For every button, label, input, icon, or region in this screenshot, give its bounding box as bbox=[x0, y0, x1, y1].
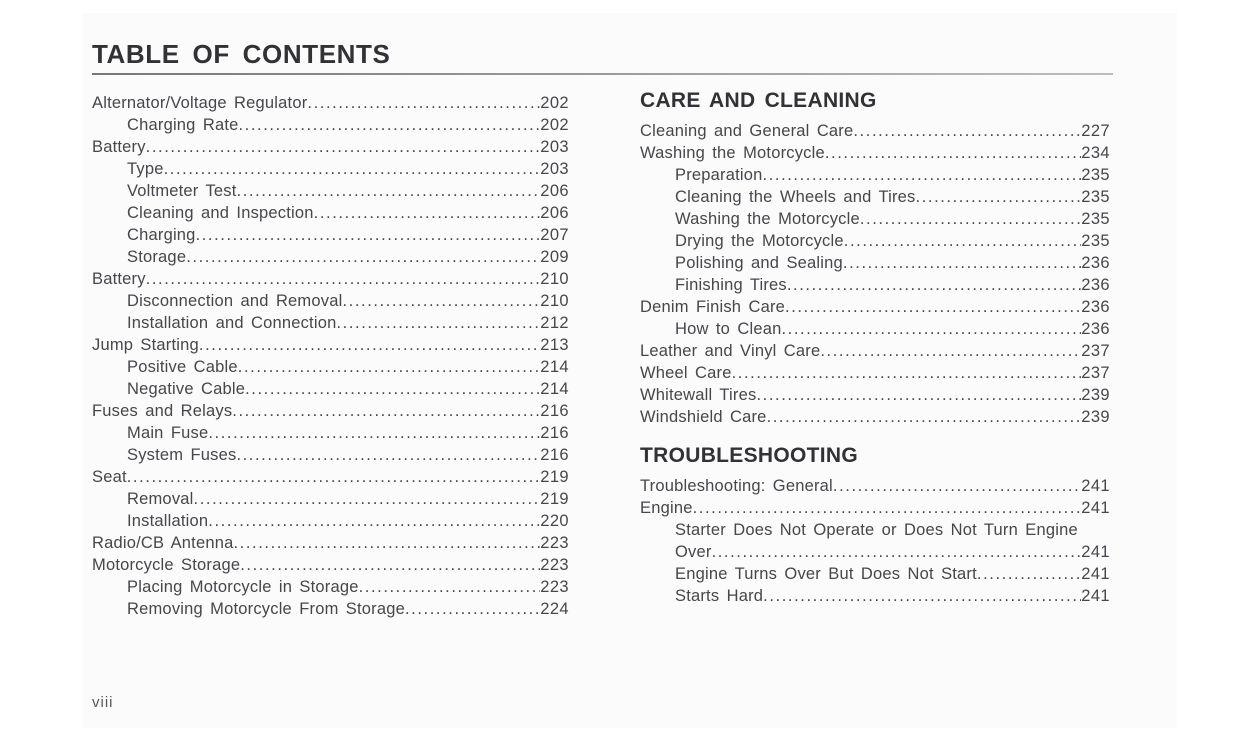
dot-leader bbox=[785, 296, 1081, 318]
toc-entry-label: Windshield Care bbox=[640, 408, 767, 426]
dot-leader bbox=[146, 136, 541, 158]
section-heading: TROUBLESHOOTING bbox=[640, 444, 858, 467]
section-heading: CARE AND CLEANING bbox=[640, 89, 877, 112]
toc-entry-label: Leather and Vinyl Care bbox=[640, 342, 821, 360]
toc-entry bbox=[640, 519, 1110, 541]
toc-entry-page: 203 bbox=[540, 138, 569, 156]
toc-entry-page: 241 bbox=[1081, 477, 1110, 495]
dot-leader bbox=[763, 164, 1082, 186]
dot-leader bbox=[787, 274, 1081, 296]
toc-entry-page: 236 bbox=[1081, 276, 1110, 294]
toc-entry bbox=[640, 208, 1110, 230]
dot-leader bbox=[194, 488, 541, 510]
dot-leader bbox=[196, 224, 541, 246]
toc-entry-label: Placing Motorcycle in Storage bbox=[127, 578, 359, 596]
toc-entry-page: 237 bbox=[1081, 342, 1110, 360]
title-rule bbox=[92, 73, 1113, 75]
toc-entry-label: Type bbox=[127, 160, 164, 178]
toc-entry bbox=[92, 576, 569, 598]
toc-entry bbox=[640, 384, 1110, 406]
toc-entry bbox=[640, 362, 1110, 384]
toc-entry bbox=[92, 378, 569, 400]
toc-entry bbox=[640, 406, 1110, 428]
dot-leader bbox=[833, 475, 1081, 497]
toc-entry-page: 239 bbox=[1081, 386, 1110, 404]
dot-leader bbox=[240, 554, 540, 576]
page-title: TABLE OF CONTENTS bbox=[92, 39, 391, 69]
toc-section bbox=[640, 89, 1110, 428]
toc-entry-label: Charging Rate bbox=[127, 116, 239, 134]
dot-leader bbox=[763, 585, 1081, 607]
toc-entry bbox=[92, 334, 569, 356]
dot-leader bbox=[843, 252, 1081, 274]
toc-entry-label: Whitewall Tires bbox=[640, 386, 757, 404]
toc-entry-label: Removing Motorcycle From Storage bbox=[127, 600, 405, 618]
toc-columns bbox=[92, 89, 1177, 620]
toc-entry-label: Alternator/Voltage Regulator bbox=[92, 94, 308, 112]
dot-leader bbox=[233, 532, 540, 554]
toc-entry bbox=[92, 532, 569, 554]
toc-entry-label: Disconnection and Removal bbox=[127, 292, 343, 310]
page-number: viii bbox=[92, 694, 114, 711]
toc-entry-label: Engine bbox=[640, 499, 693, 517]
toc-entry-page: 239 bbox=[1081, 408, 1110, 426]
dot-leader bbox=[336, 312, 540, 334]
toc-entry bbox=[92, 356, 569, 378]
toc-entry bbox=[92, 554, 569, 576]
toc-entry bbox=[92, 92, 569, 114]
toc-entry-page: 224 bbox=[540, 600, 569, 618]
toc-entry-page: 206 bbox=[540, 204, 569, 222]
toc-entry bbox=[640, 497, 1110, 519]
toc-entry bbox=[92, 202, 569, 224]
dot-leader bbox=[359, 576, 541, 598]
dot-leader bbox=[977, 563, 1081, 585]
toc-entry bbox=[92, 444, 569, 466]
dot-leader bbox=[860, 208, 1081, 230]
dot-leader bbox=[712, 541, 1082, 563]
toc-entry-label: Troubleshooting: General bbox=[640, 477, 833, 495]
toc-entry-page: 241 bbox=[1081, 565, 1110, 583]
dot-leader bbox=[405, 598, 540, 620]
toc-entry-label: Over bbox=[675, 543, 712, 561]
toc-entry-page: 214 bbox=[540, 358, 569, 376]
dot-leader bbox=[732, 362, 1082, 384]
toc-entry-label: Removal bbox=[127, 490, 194, 508]
toc-entry-page: 241 bbox=[1081, 587, 1110, 605]
toc-entry-page: 207 bbox=[540, 226, 569, 244]
toc-entry-page: 241 bbox=[1081, 499, 1110, 517]
dot-leader bbox=[781, 318, 1081, 340]
toc-entry-page: 206 bbox=[540, 182, 569, 200]
dot-leader bbox=[236, 444, 540, 466]
toc-entry bbox=[92, 246, 569, 268]
toc-entry-page: 210 bbox=[540, 292, 569, 310]
toc-entry bbox=[640, 142, 1110, 164]
toc-entry-label: Jump Starting bbox=[92, 336, 199, 354]
toc-entry-label: Negative Cable bbox=[127, 380, 246, 398]
toc-entry-label: Installation and Connection bbox=[127, 314, 337, 332]
toc-entry-label: Charging bbox=[127, 226, 196, 244]
dot-leader bbox=[342, 290, 540, 312]
toc-entry-page: 236 bbox=[1081, 254, 1110, 272]
toc-column-left bbox=[92, 92, 569, 620]
toc-entry bbox=[640, 274, 1110, 296]
toc-entry-page: 202 bbox=[540, 116, 569, 134]
toc-entry bbox=[640, 164, 1110, 186]
toc-entry-label: Washing the Motorcycle bbox=[675, 210, 860, 228]
dot-leader bbox=[314, 202, 541, 224]
dot-leader bbox=[238, 356, 540, 378]
toc-entry bbox=[640, 296, 1110, 318]
manual-page bbox=[83, 13, 1177, 728]
toc-entry bbox=[92, 400, 569, 422]
toc-entry bbox=[92, 268, 569, 290]
toc-entry bbox=[92, 488, 569, 510]
toc-entry-label: Battery bbox=[92, 270, 146, 288]
toc-entry-label: Fuses and Relays bbox=[92, 402, 233, 420]
dot-leader bbox=[245, 378, 540, 400]
toc-entry-page: 212 bbox=[540, 314, 569, 332]
toc-section bbox=[92, 92, 569, 620]
dot-leader bbox=[186, 246, 540, 268]
toc-entry bbox=[640, 120, 1110, 142]
toc-entry-page: 216 bbox=[540, 424, 569, 442]
toc-entry-page: 236 bbox=[1081, 298, 1110, 316]
toc-entry bbox=[92, 136, 569, 158]
toc-entry-page: 237 bbox=[1081, 364, 1110, 382]
toc-entry bbox=[640, 230, 1110, 252]
toc-entry bbox=[92, 510, 569, 532]
dot-leader bbox=[127, 466, 541, 488]
toc-entry bbox=[640, 186, 1110, 208]
dot-leader bbox=[693, 497, 1082, 519]
toc-entry-page: 235 bbox=[1081, 166, 1110, 184]
dot-leader bbox=[208, 422, 540, 444]
toc-entry-label: Engine Turns Over But Does Not Start bbox=[675, 565, 977, 583]
toc-entry-label: Positive Cable bbox=[127, 358, 238, 376]
toc-entry bbox=[640, 340, 1110, 362]
toc-entry-label: Wheel Care bbox=[640, 364, 732, 382]
toc-entry-page: 241 bbox=[1081, 543, 1110, 561]
dot-leader bbox=[767, 406, 1082, 428]
toc-entry-page: 219 bbox=[540, 490, 569, 508]
toc-entry-label: Installation bbox=[127, 512, 209, 530]
toc-entry bbox=[92, 598, 569, 620]
toc-entry-page: 234 bbox=[1081, 144, 1110, 162]
dot-leader bbox=[164, 158, 541, 180]
toc-entry-page: 223 bbox=[540, 578, 569, 596]
toc-entry bbox=[640, 585, 1110, 607]
toc-entry-label: System Fuses bbox=[127, 446, 237, 464]
toc-entry-label: Seat bbox=[92, 468, 127, 486]
dot-leader bbox=[916, 186, 1082, 208]
toc-entry-label: Drying the Motorcycle bbox=[675, 232, 844, 250]
toc-entry-label: Starter Does Not Operate or Does Not Turn Engine bbox=[675, 521, 1078, 539]
toc-entry bbox=[92, 466, 569, 488]
toc-entry-label: Polishing and Sealing bbox=[675, 254, 843, 272]
dot-leader bbox=[820, 340, 1081, 362]
toc-entry bbox=[92, 312, 569, 334]
toc-entry-label: Starts Hard bbox=[675, 587, 764, 605]
toc-entry-page: 235 bbox=[1081, 188, 1110, 206]
toc-entry bbox=[640, 563, 1110, 585]
toc-entry-label: Finishing Tires bbox=[675, 276, 787, 294]
dot-leader bbox=[825, 142, 1081, 164]
toc-entry-label: Motorcycle Storage bbox=[92, 556, 241, 574]
toc-entry-page: 227 bbox=[1081, 122, 1110, 140]
toc-entry-label: Cleaning and General Care bbox=[640, 122, 854, 140]
toc-entry-page: 213 bbox=[540, 336, 569, 354]
dot-leader bbox=[232, 400, 540, 422]
toc-entry bbox=[640, 318, 1110, 340]
toc-column-right bbox=[640, 89, 1110, 620]
toc-entry bbox=[92, 158, 569, 180]
toc-entry-page: 235 bbox=[1081, 232, 1110, 250]
dot-leader bbox=[756, 384, 1081, 406]
toc-entry-page: 203 bbox=[540, 160, 569, 178]
dot-leader bbox=[844, 230, 1082, 252]
toc-entry-page: 209 bbox=[540, 248, 569, 266]
toc-entry-page: 210 bbox=[540, 270, 569, 288]
toc-entry-label: Washing the Motorcycle bbox=[640, 144, 825, 162]
toc-entry bbox=[640, 252, 1110, 274]
toc-entry bbox=[640, 475, 1110, 497]
dot-leader bbox=[237, 180, 541, 202]
dot-leader bbox=[199, 334, 540, 356]
toc-entry-label: Cleaning the Wheels and Tires bbox=[675, 188, 916, 206]
toc-entry bbox=[92, 224, 569, 246]
toc-entry-label: Cleaning and Inspection bbox=[127, 204, 314, 222]
toc-entry-label: Main Fuse bbox=[127, 424, 209, 442]
toc-section bbox=[640, 444, 1110, 607]
toc-entry bbox=[92, 422, 569, 444]
dot-leader bbox=[239, 114, 541, 136]
toc-entry-label: Battery bbox=[92, 138, 146, 156]
toc-entry-page: 235 bbox=[1081, 210, 1110, 228]
dot-leader bbox=[146, 268, 541, 290]
toc-entry-page: 202 bbox=[540, 94, 569, 112]
dot-leader bbox=[307, 92, 540, 114]
toc-entry-label: Voltmeter Test bbox=[127, 182, 237, 200]
toc-entry-page: 214 bbox=[540, 380, 569, 398]
toc-entry-page: 236 bbox=[1081, 320, 1110, 338]
toc-entry-page: 220 bbox=[540, 512, 569, 530]
toc-entry-page: 223 bbox=[540, 534, 569, 552]
dot-leader bbox=[208, 510, 540, 532]
toc-entry-page: 223 bbox=[540, 556, 569, 574]
toc-entry-label: Preparation bbox=[675, 166, 763, 184]
toc-entry bbox=[92, 114, 569, 136]
toc-entry-label: How to Clean bbox=[675, 320, 782, 338]
toc-entry-page: 216 bbox=[540, 402, 569, 420]
toc-entry-page: 216 bbox=[540, 446, 569, 464]
toc-entry bbox=[92, 290, 569, 312]
toc-entry-page: 219 bbox=[540, 468, 569, 486]
toc-entry-label: Radio/CB Antenna bbox=[92, 534, 234, 552]
toc-entry-label: Denim Finish Care bbox=[640, 298, 786, 316]
toc-entry bbox=[92, 180, 569, 202]
dot-leader bbox=[853, 120, 1081, 142]
toc-entry-label: Storage bbox=[127, 248, 187, 266]
toc-entry bbox=[640, 541, 1110, 563]
